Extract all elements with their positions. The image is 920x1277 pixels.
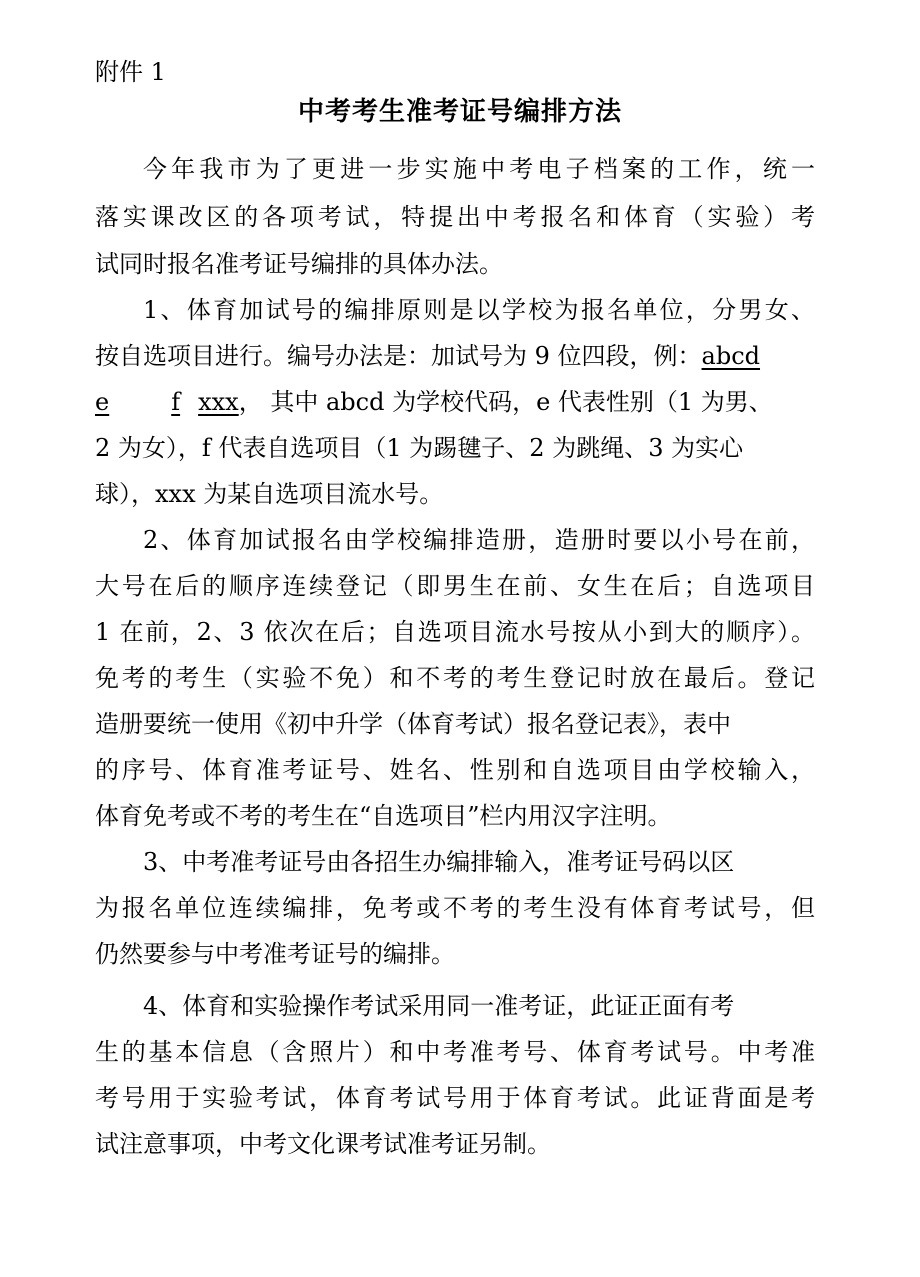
code-xxx: xxx: [198, 388, 239, 416]
p4-line: 生的基本信息（含照片）和中考准考号、体育考试号。中考准: [95, 1038, 815, 1066]
p1-line: [95, 340, 815, 372]
intro-line: 今年我市为了更进一步实施中考电子档案的工作，统一: [143, 155, 815, 183]
p2-line: 2、体育加试报名由学校编排造册，造册时要以小号在前，: [143, 526, 815, 554]
p1-line2-text: 按自选项目进行。编号办法是：加试号为 9 位四段，例：: [95, 342, 702, 370]
p2-line: 大号在后的顺序连续登记（即男生在前、女生在后；自选项目: [95, 572, 815, 600]
p4-line: 4、体育和实验操作考试采用同一准考证，此证正面有考: [143, 992, 735, 1020]
p3-line: 仍然要参与中考准考证号的编排。: [95, 940, 455, 968]
p2-line: 体育免考或不考的考生在“自选项目”栏内用汉字注明。: [95, 802, 672, 830]
p1-line: 球），xxx 为某自选项目流水号。: [95, 480, 444, 508]
p1-line: 1、体育加试号的编排原则是以学校为报名单位，分男女、: [143, 296, 815, 324]
code-f: f: [171, 388, 181, 416]
p1-line: 2 为女），f 代表自选项目（1 为踢毽子、2 为跳绳、3 为实心: [95, 434, 744, 462]
p2-line: 1 在前，2、3 依次在后；自选项目流水号按从小到大的顺序）。: [95, 618, 815, 646]
code-abcd: abcd: [701, 342, 761, 370]
p2-line: 的序号、体育准考证号、姓名、性别和自选项目由学校输入，: [95, 756, 815, 784]
p2-line: 造册要统一使用《初中升学（体育考试）报名登记表》，表中: [95, 710, 731, 738]
p1-line: [95, 386, 815, 418]
attachment-label: 附件 1: [95, 58, 166, 86]
p2-line: 免考的考生（实验不免）和不考的考生登记时放在最后。登记: [95, 664, 815, 692]
p1-line3-rest: ， 其中 abcd 为学校代码，e 代表性别（1 为男、: [238, 388, 773, 416]
p3-line: 为报名单位连续编排，免考或不考的考生没有体育考试号，但: [95, 894, 815, 922]
p4-line: 考号用于实验考试，体育考试号用于体育考试。此证背面是考: [95, 1084, 815, 1112]
intro-line: 试同时报名准考证号编排的具体办法。: [95, 250, 503, 278]
p4-line: 试注意事项，中考文化课考试准考证另制。: [95, 1130, 551, 1158]
p3-line: 3、中考准考证号由各招生办编排输入，准考证号码以区: [143, 848, 735, 876]
code-e: e: [95, 388, 110, 416]
intro-line: 落实课改区的各项考试，特提出中考报名和体育（实验）考: [95, 203, 815, 231]
document-title: 中考考生准考证号编排方法: [297, 97, 622, 127]
